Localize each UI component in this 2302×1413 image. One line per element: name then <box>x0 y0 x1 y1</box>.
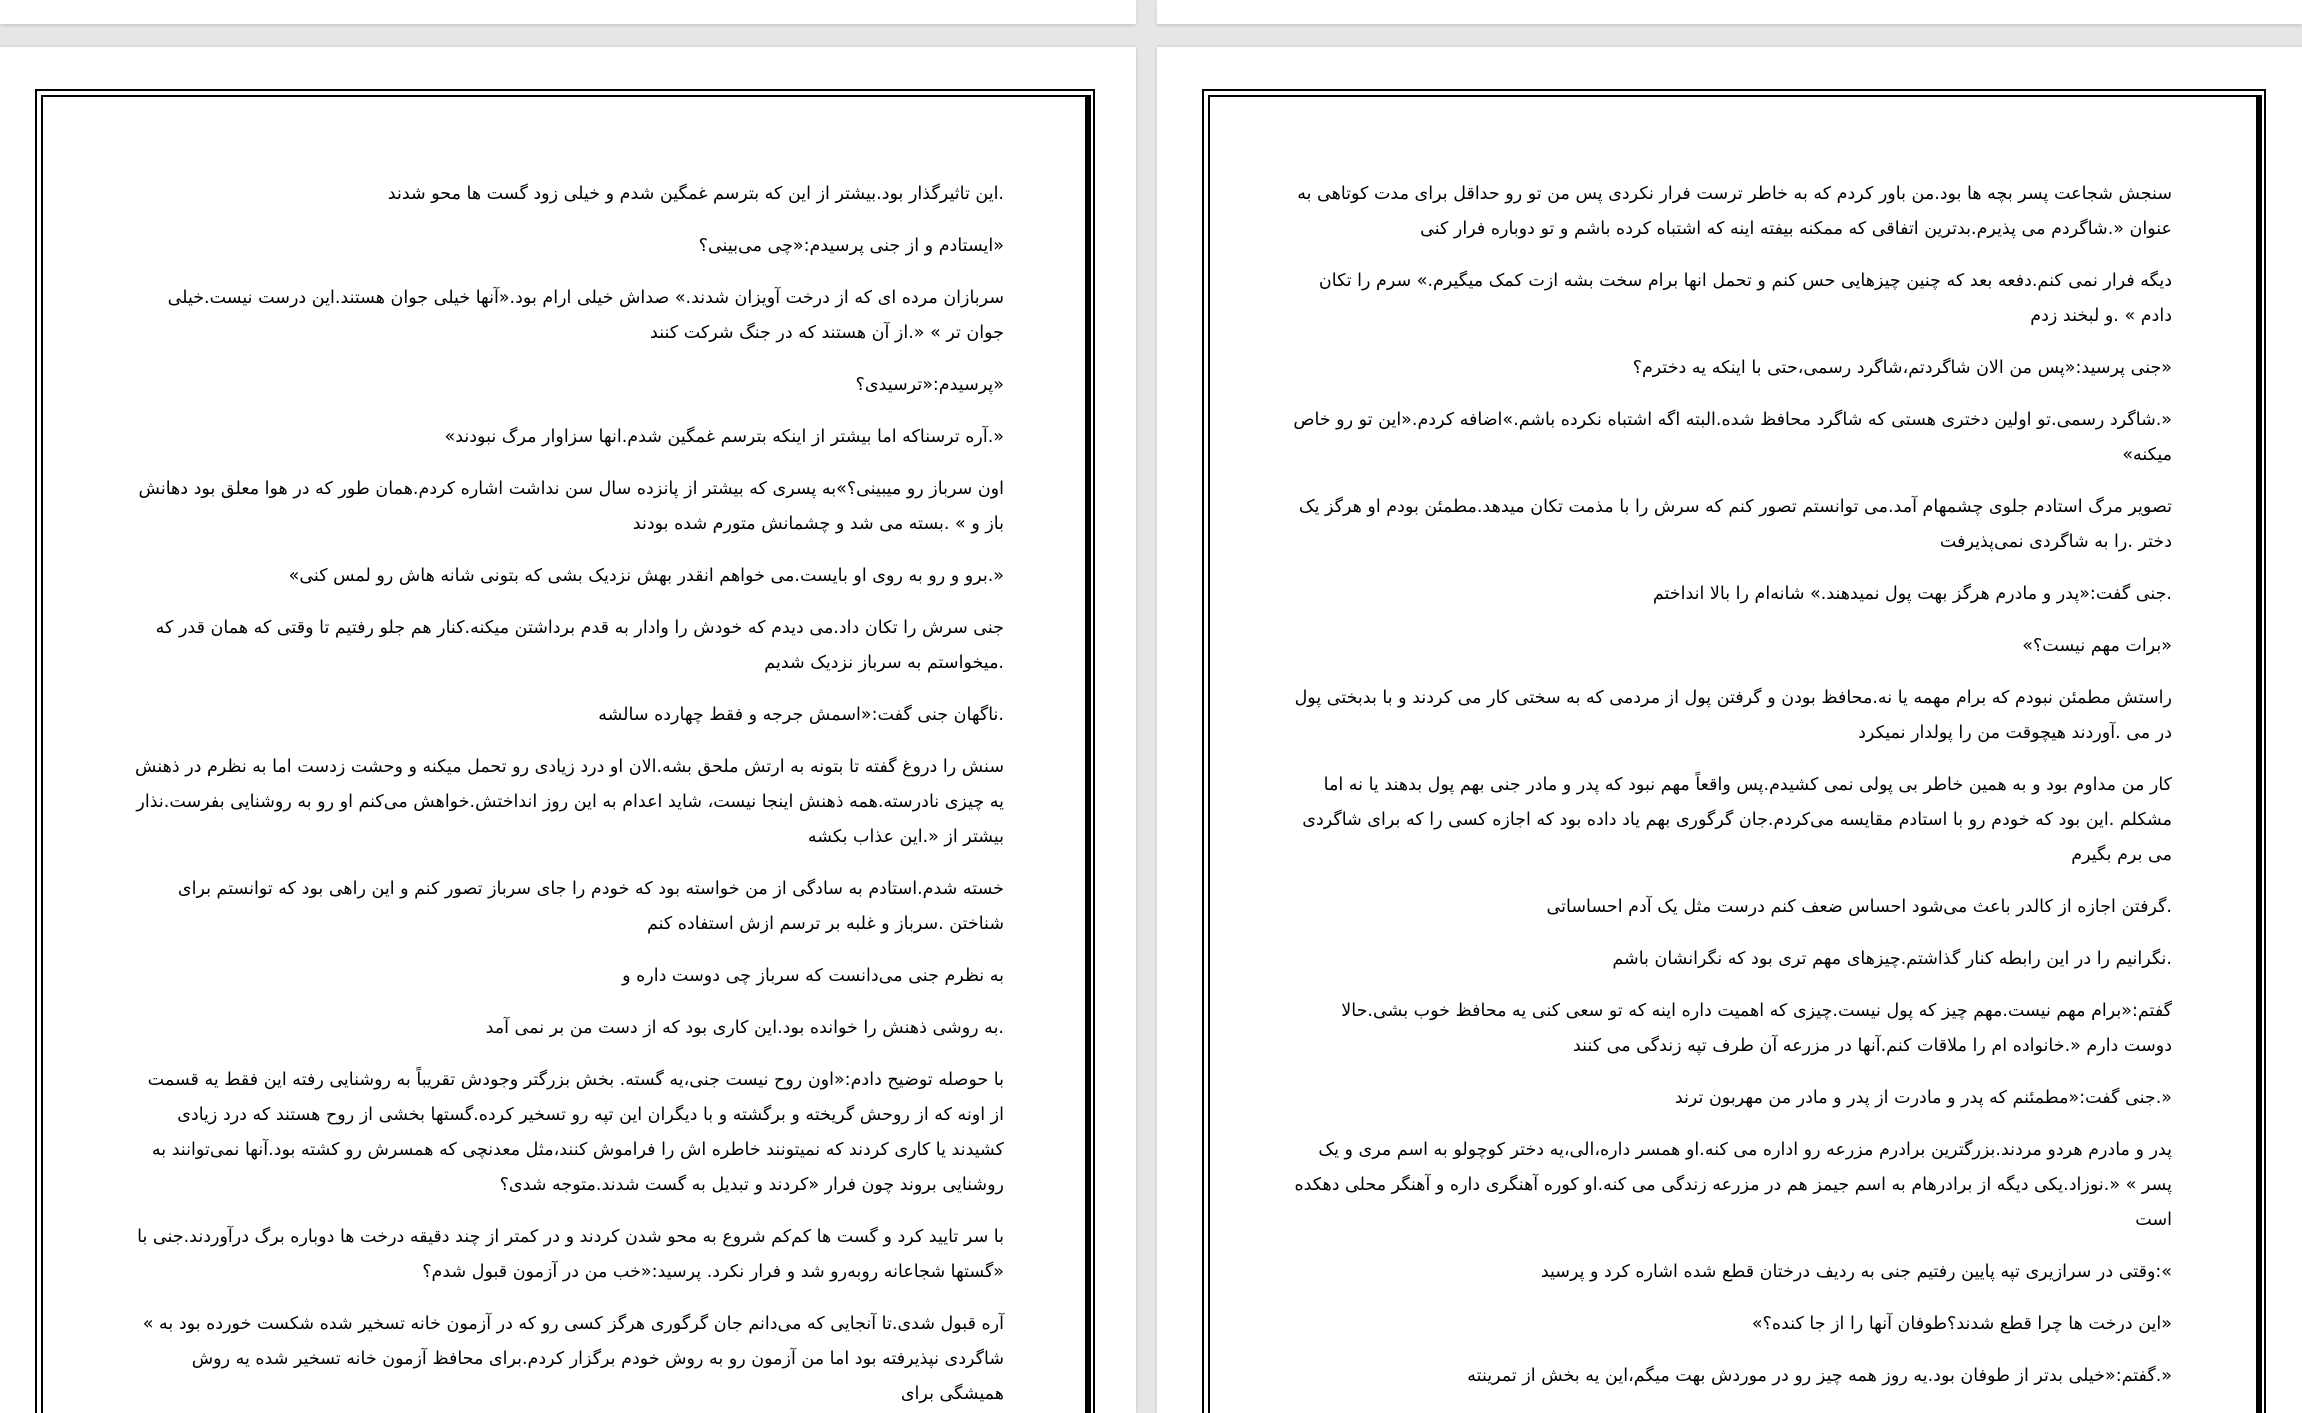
paragraph: اون سرباز رو میبینی؟»به پسری که بیشتر از پانزده سال سن نداشت اشاره کردم.همان طور که در هوا معلق بود دهانش باز و » .بسته می شد و چشمانش متورم شده بودند <box>138 479 1004 534</box>
paragraph: سنش را دروغ گفته تا بتونه به ارتش ملحق بشه.الان او درد زیادی رو تحمل میکنه و وحشت زدست اما به نظرم در ذهنش یه چیزی نادرسته.همه ذهنش اینجا نیست، شاید اعدام به این روز انداختش.خواهش می‌کنم او رو به روشنایی بفرست.نذار بیشتر از «.این عذاب بکشه <box>135 757 1004 847</box>
paragraph: کار من مداوم بود و به همین خاطر بی پولی نمی کشیدم.پس واقعاً مهم نبود که پدر و مادر جنی بهم پول بدهند یا نه اما مشکلم .این بود که خودم رو با استادم مقایسه می‌کردم.جان گرگوری بهم یاد داده بود که اجازه کسی را که برای شاگردی می برم بگیرم <box>1302 775 2172 865</box>
paragraph: «جنی پرسید:«پس من الان شاگردتم،شاگرد رسمی،حتی با اینکه یه دخترم؟ <box>1632 358 2172 378</box>
paragraph: «.آره ترسناکه اما بیشتر از اینکه بترسم غمگین شدم.انها سزاوار مرگ نبودند» <box>444 427 1004 447</box>
paragraph: «.برو و رو به روی او بایست.می خواهم انقدر بهش نزدیک بشی که بتونی شانه هاش رو لمس کنی» <box>288 566 1004 586</box>
paragraph: آره قبول شدی.تا آنجایی که می‌دانم جان گرگوری هرگز کسی رو که در آزمون خانه تسخیر شده شکست خورده بود به » شاگردی نپذیرفته بود اما من آزمون رو به روش خودم برگزار کردم.برای محافظ آزمون خانه تسخیر شده یه روش همیشگی برای <box>142 1314 1004 1404</box>
paragraph: «.شاگرد رسمی.تو اولین دختری هستی که شاگرد محافظ شده.البته اگه اشتباه نکرده باشم.»اضافه کردم.«این تو رو خاص میکنه» <box>1293 410 2172 465</box>
paragraph: .ناگهان جنی گفت:«اسمش جرجه و فقط چهارده سالشه <box>598 705 1004 725</box>
paragraph: .گرفتن اجازه از کالدر باعث می‌شود احساس ضعف کنم درست مثل یک آدم احساساتی <box>1546 897 2172 917</box>
paragraph: با حوصله توضیح دادم:«اون روح نیست جنی،یه گسته. بخش بزرگتر وجودش تقریباً به روشنایی رفته این فقط یه قسمت از اونه که از روحش گریخته و برگشته و با دیگران این تپه رو تسخیر کرده.گستها بخشی از روح هستند که درد زیادی کشیدند یا کاری کردند که نمیتونند خاطره اش را فراموش کنند،مثل معدنچی که همسرش رو کشته بود.آنها نمی‌توانند به روشنایی بروند چون فرار «کردند و تبدیل به گست شدند.متوجه شدی؟ <box>147 1070 1004 1195</box>
paragraph: راستش مطمئن نبودم که برام مهمه یا نه.محافظ بودن و گرفتن پول از مردمی که به سختی کار می کردند و با بدبختی پول در می .آوردند هیچوقت من را پولدار نمیکرد <box>1294 688 2172 743</box>
paragraph: «.جنی گفت:«مطمئنم که پدر و مادرت از پدر و مادر من مهربون ترند <box>1674 1088 2172 1108</box>
paragraph: «پرسیدم:«ترسیدی؟ <box>855 375 1004 395</box>
paragraph: دیگه فرار نمی کنم.دفعه بعد که چنین چیزهایی حس کنم و تحمل انها برام سخت بشه ازت کمک میگیرم.» سرم را تکان دادم » .و لبخند زدم <box>1318 271 2172 326</box>
paragraph: سربازان مرده ای که از درخت آویزان شدند.» صداش خیلی ارام بود.«آنها خیلی جوان هستند.این درست نیست.خیلی جوان تر » «.از آن هستند که در جنگ شرکت کنند <box>167 288 1004 343</box>
paragraph: .نگرانیم را در این رابطه کنار گذاشتم.چیزهای مهم تری بود که نگرانشان باشم <box>1612 949 2172 969</box>
paragraph: »:وقتی در سرازیری تپه پایین رفتیم جنی به ردیف درختان قطع شده اشاره کرد و پرسید <box>1540 1262 2172 1282</box>
paragraph: .به روشی ذهنش را خوانده بود.این کاری بود که از دست من بر نمی آمد <box>485 1018 1004 1038</box>
paragraph: جنی سرش را تکان داد.می دیدم که خودش را وادار به قدم برداشتن میکنه.کنار هم جلو رفتیم تا وقتی که همان قدر که .میخواستم به سرباز نزدیک شدیم <box>155 618 1004 673</box>
paragraph: خسته شدم.استادم به سادگی از من خواسته بود که خودم را جای سرباز تصور کنم و این راهی بود که توانستم برای شناختن .سرباز و غلبه بر ترسم ازش استفاده کنم <box>177 879 1004 934</box>
paragraph: تصویر مرگ استادم جلوی چشمهام آمد.می توانستم تصور کنم که سرش را با مذمت تکان میدهد.مطمئن بودم او هرگز یک دختر .را به شاگردی نمی‌پذیرفت <box>1298 497 2172 552</box>
page-text-right <box>1289 177 2172 1411</box>
paragraph: گفتم:«برام مهم نیست.مهم چیز که پول نیست.چیزی که اهمیت داره اینه که تو سعی کنی یه محافظ خوب بشی.حالا دوست دارم «.خانواده ام را ملاقات کنم.آنها در مزرعه آن طرف تپه زندگی می کنند <box>1341 1001 2172 1056</box>
paragraph: با سر تایید کرد و گست ها کم‌کم شروع به محو شدن کردند و در کمتر از چند دقیقه درخت ها دوباره برگ درآوردند.جنی با «گستها شجاعانه روبه‌رو شد و فرار نکرد. پرسید:«خب من در آزمون قبول شدم؟ <box>137 1227 1004 1282</box>
page-left <box>0 47 1136 1413</box>
paragraph: سنجش شجاعت پسر بچه ها بود.من باور کردم که به خاطر ترست فرار نکردی پس من تو رو حداقل برای مدت کوتاهی به عنوان «.شاگردم می پذیرم.بدترین اتفاقی که ممکنه بیفته اینه که اشتباه کرده باشم و تو دوباره فرار کنی <box>1297 184 2172 239</box>
paragraph: «.گفتم:«خیلی بدتر از طوفان بود.یه روز همه چیز رو در موردش بهت میگم،این یه بخش از تمرینته <box>1467 1366 2172 1386</box>
paragraph: «این درخت ها چرا قطع شدند؟طوفان آنها را از جا کنده؟» <box>1751 1314 2172 1334</box>
paragraph: .این تاثیرگذار بود.بیشتر از این که بترسم غمگین شدم و خیلی زود گست ها محو شدند <box>387 184 1004 204</box>
previous-page-right-edge <box>1157 0 2302 24</box>
paragraph: به نظرم جنی می‌دانست که سرباز چی دوست داره و <box>622 966 1004 986</box>
previous-page-left-edge <box>0 0 1136 24</box>
paragraph: «برات مهم نیست؟» <box>2022 636 2172 656</box>
page-text-left <box>130 177 1004 1413</box>
paragraph: پدر و مادرم هردو مردند.بزرگترین برادرم مزرعه رو اداره می کنه.او همسر داره،الی،یه دختر کوچولو به اسم مری و یک پسر » «.نوزاد.یکی دیگه از برادرهام به اسم جیمز هم در مزرعه زندگی می کنه.او کوره آهنگری داره و آهنگر محلی دهکده است <box>1294 1140 2172 1230</box>
page-right <box>1157 47 2302 1413</box>
paragraph: «ایستادم و از جنی پرسیدم:«چی می‌بینی؟ <box>698 236 1004 256</box>
paragraph: .جنی گفت:«پدر و مادرم هرگز بهت پول نمیدهند.» شانه‌ام را بالا انداختم <box>1652 584 2172 604</box>
